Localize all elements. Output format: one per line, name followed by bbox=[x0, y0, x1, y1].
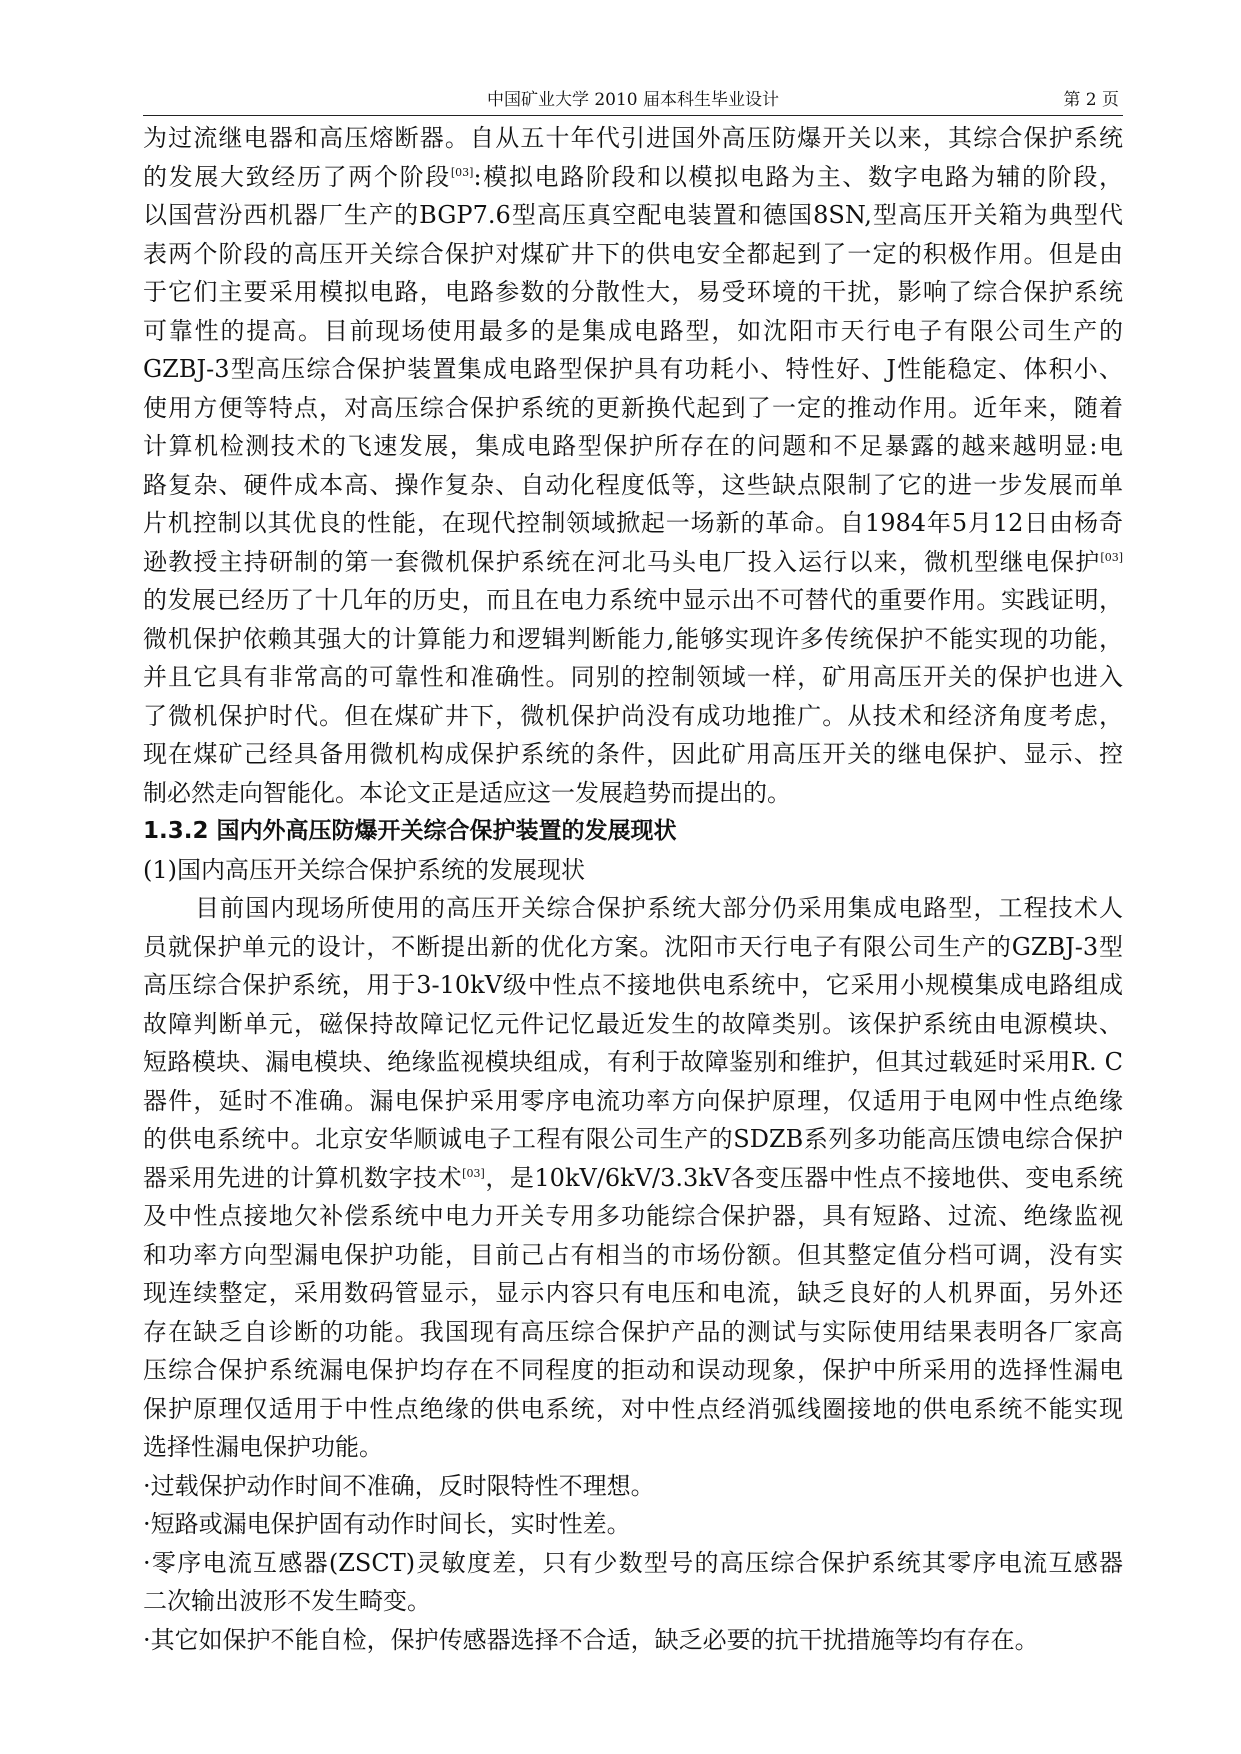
text-line bbox=[143, 1582, 1123, 1621]
text-span: 目前国内现场所使用的高压开关综合保护系统大部分仍采用集成电路型，工程技术人 bbox=[195, 894, 1123, 922]
body-text bbox=[143, 119, 1123, 1659]
text-span: 了微机保护时代。但在煤矿井下，微机保护尚没有成功地推广。从技术和经济角度考虑， bbox=[143, 701, 1123, 730]
text-line bbox=[143, 119, 1123, 158]
text-span: 路复杂、硬件成本高、操作复杂、自动化程度低等，这些缺点限制了它的进一步发展而单 bbox=[143, 470, 1123, 499]
text-span: ·零序电流互感器(ZSCT)灵敏度差，只有少数型号的高压综合保护系统其零序电流互感器 bbox=[143, 1548, 1123, 1577]
text-span: 二次输出波形不发生畸变。 bbox=[143, 1587, 431, 1615]
text-line bbox=[143, 1428, 1123, 1467]
text-line bbox=[143, 1043, 1123, 1082]
text-span: ·其它如保护不能自检，保护传感器选择不合适，缺乏必要的抗干扰措施等均有存在。 bbox=[143, 1625, 1039, 1654]
page-header bbox=[143, 85, 1123, 116]
text-span: 可靠性的提高。目前现场使用最多的是集成电路型，如沈阳市天行电子有限公司生产的 bbox=[143, 316, 1123, 345]
text-span: 存在缺乏自诊断的功能。我国现有高压综合保护产品的测试与实际使用结果表明各厂家高 bbox=[143, 1317, 1123, 1346]
text-line bbox=[143, 851, 1123, 890]
text-line bbox=[143, 1120, 1123, 1159]
text-line bbox=[143, 620, 1123, 659]
text-span: GZBJ-3型高压综合保护装置集成电路型保护具有功耗小、特性好、J性能稳定、体积小、 bbox=[143, 355, 1123, 383]
text-span: 短路模块、漏电模块、绝缘监视模块组成，有利于故障鉴别和维护，但其过载延时采用R. C bbox=[143, 1048, 1123, 1076]
text-span: 现连续整定，采用数码管显示，显示内容只有电压和电流，缺乏良好的人机界面，另外还 bbox=[143, 1279, 1123, 1307]
text-span: 表两个阶段的高压开关综合保护对煤矿井下的供电安全都起到了一定的积极作用。但是由 bbox=[143, 239, 1123, 268]
text-span: 的发展已经历了十几年的历史，而且在电力系统中显示出不可替代的重要作用。实践证明， bbox=[143, 586, 1123, 614]
text-span: 器件，延时不准确。漏电保护采用零序电流功率方向保护原理，仅适用于电网中性点绝缘 bbox=[143, 1086, 1123, 1115]
citation-marker: [03] bbox=[462, 1166, 485, 1180]
text-span: 和功率方向型漏电保护功能，目前己占有相当的市场份额。但其整定值分档可调，没有实 bbox=[143, 1240, 1123, 1269]
text-line bbox=[143, 312, 1123, 351]
text-line bbox=[143, 1505, 1123, 1544]
text-span: :模拟电路阶段和以模拟电路为主、数字电路为辅的阶段， bbox=[473, 162, 1123, 191]
header-title: 中国矿业大学 2010 届本科生毕业设计 bbox=[486, 90, 780, 110]
text-line bbox=[143, 1313, 1123, 1352]
text-span: 器采用先进的计算机数字技术 bbox=[143, 1163, 463, 1192]
text-span: 于它们主要采用模拟电路，电路参数的分散性大，易受环境的干扰，影响了综合保护系统 bbox=[143, 278, 1123, 306]
text-line bbox=[143, 543, 1123, 582]
text-line bbox=[143, 735, 1123, 774]
text-span: 高压综合保护系统，用于3-10kV级中性点不接地供电系统中，它采用小规模集成电路组成 bbox=[143, 971, 1123, 999]
text-span: 的供电系统中。北京安华顺诚电子工程有限公司生产的SDZB系列多功能高压馈电综合保护 bbox=[143, 1125, 1123, 1153]
text-span: 选择性漏电保护功能。 bbox=[143, 1433, 383, 1461]
text-line bbox=[143, 1005, 1123, 1044]
section-heading bbox=[143, 812, 1123, 851]
text-span: 及中性点接地欠补偿系统中电力开关专用多功能综合保护器，具有短路、过流、绝缘监视 bbox=[143, 1202, 1123, 1230]
text-span: (1)国内高压开关综合保护系统的发展现状 bbox=[143, 855, 585, 884]
text-line bbox=[143, 504, 1123, 543]
text-span: 员就保护单元的设计，不断提出新的优化方案。沈阳市天行电子有限公司生产的GZBJ-3型 bbox=[143, 932, 1123, 961]
text-line bbox=[143, 928, 1123, 967]
text-line bbox=[143, 1351, 1123, 1390]
text-line bbox=[143, 196, 1123, 235]
citation-marker: [03] bbox=[450, 165, 474, 179]
text-line bbox=[143, 427, 1123, 466]
text-span: 计算机检测技术的飞速发展，集成电路型保护所存在的问题和不足暴露的越来越明显:电 bbox=[143, 432, 1123, 460]
text-line bbox=[143, 235, 1123, 274]
text-line bbox=[143, 1274, 1123, 1313]
text-line bbox=[143, 774, 1123, 813]
text-line bbox=[143, 889, 1123, 928]
text-span: ·短路或漏电保护固有动作时间长，实时性差。 bbox=[143, 1510, 631, 1538]
text-span: 并且它具有非常高的可靠性和准确性。同别的控制领域一样，矿用高压开关的保护也进入 bbox=[143, 663, 1123, 691]
text-span: 故障判断单元，磁保持故障记忆元件记忆最近发生的故障类别。该保护系统由电源模块、 bbox=[143, 1009, 1123, 1038]
text-line bbox=[143, 1390, 1123, 1429]
text-span: 使用方便等特点，对高压综合保护系统的更新换代起到了一定的推动作用。近年来，随着 bbox=[143, 393, 1123, 422]
text-line bbox=[143, 466, 1123, 505]
text-span: 1.3.2 国内外高压防爆开关综合保护装置的发展现状 bbox=[143, 818, 677, 844]
text-span: 为过流继电器和高压熔断器。自从五十年代引进国外高压防爆开关以来，其综合保护系统 bbox=[143, 124, 1123, 152]
text-span: 的发展大致经历了两个阶段 bbox=[143, 162, 451, 191]
page-number: 第 2 页 bbox=[1063, 90, 1119, 110]
text-line bbox=[143, 581, 1123, 620]
text-span: ，是10kV/6kV/3.3kV各变压器中性点不接地供、变电系统 bbox=[484, 1163, 1123, 1192]
citation-marker: [03] bbox=[1100, 550, 1123, 564]
text-span: 片机控制以其优良的性能，在现代控制领域掀起一场新的革命。自1984年5月12日由杨奇 bbox=[143, 509, 1123, 537]
text-span: ·过载保护动作时间不准确，反时限特性不理想。 bbox=[143, 1471, 655, 1500]
text-span: 微机保护依赖其强大的计算能力和逻辑判断能力,能够实现许多传统保护不能实现的功能， bbox=[143, 624, 1123, 653]
text-line bbox=[143, 1544, 1123, 1583]
text-line bbox=[143, 1197, 1123, 1236]
text-line bbox=[143, 1159, 1123, 1198]
text-span: 压综合保护系统漏电保护均存在不同程度的拒动和误动现象，保护中所采用的选择性漏电 bbox=[143, 1356, 1123, 1384]
text-line bbox=[143, 1236, 1123, 1275]
text-span: 保护原理仅适用于中性点绝缘的供电系统，对中性点经消弧线圈接地的供电系统不能实现 bbox=[143, 1394, 1123, 1423]
text-line bbox=[143, 1621, 1123, 1660]
text-line bbox=[143, 1467, 1123, 1506]
text-line bbox=[143, 966, 1123, 1005]
text-span: 以国营汾西机器厂生产的BGP7.6型高压真空配电装置和德国8SN,型高压开关箱为典型代 bbox=[143, 201, 1123, 229]
text-line bbox=[143, 658, 1123, 697]
text-line bbox=[143, 1082, 1123, 1121]
text-span: 现在煤矿己经具备用微机构成保护系统的条件，因此矿用高压开关的继电保护、显示、控 bbox=[143, 740, 1123, 768]
text-line bbox=[143, 389, 1123, 428]
text-line bbox=[143, 158, 1123, 197]
text-line bbox=[143, 350, 1123, 389]
text-span: 制必然走向智能化。本论文正是适应这一发展趋势而提出的。 bbox=[143, 778, 791, 807]
text-line bbox=[143, 697, 1123, 736]
text-line bbox=[143, 273, 1123, 312]
text-span: 逊教授主持研制的第一套微机保护系统在河北马头电厂投入运行以来，微机型继电保护 bbox=[143, 547, 1101, 576]
